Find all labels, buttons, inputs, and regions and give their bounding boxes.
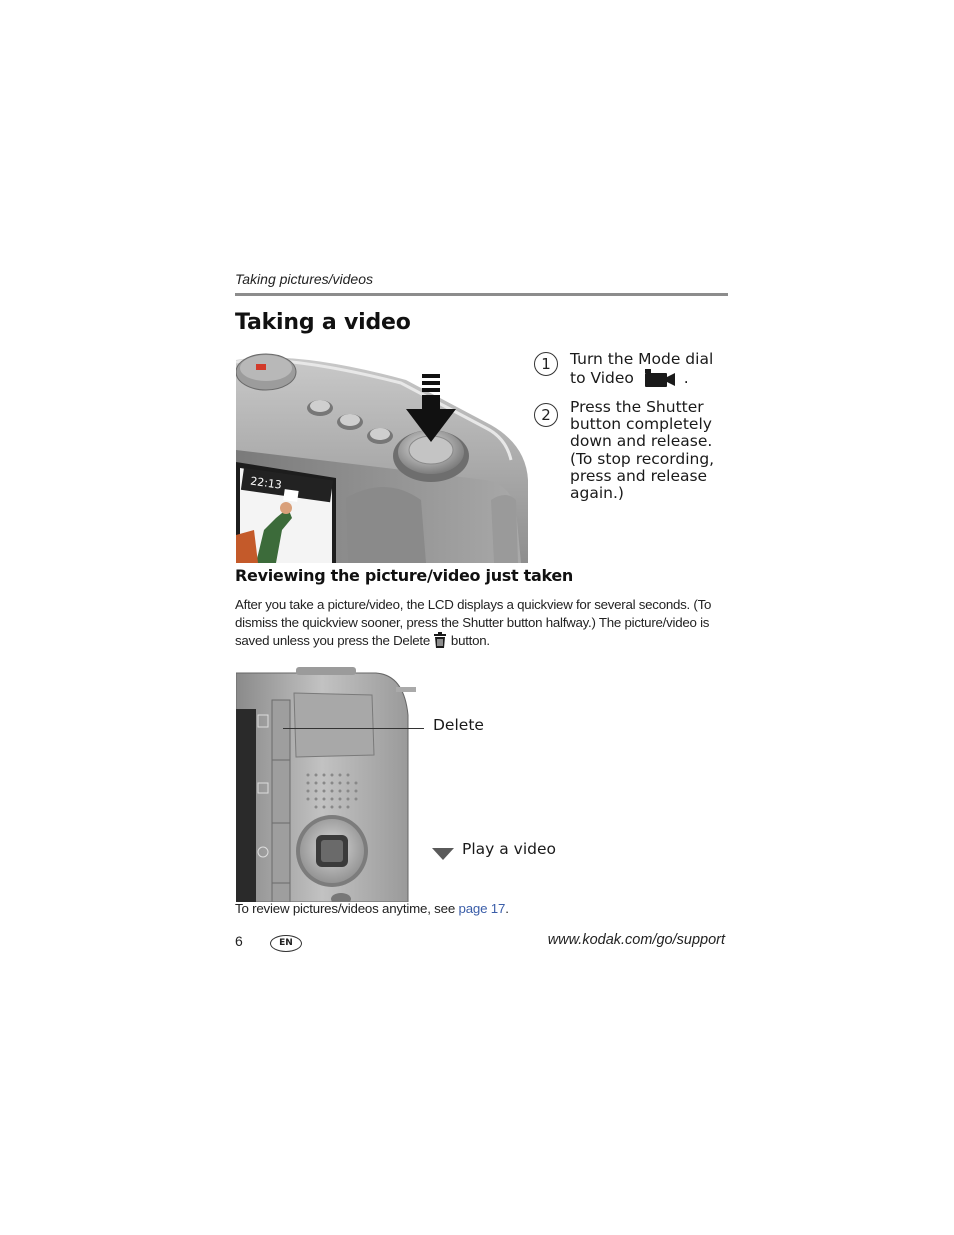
delete-leader-line <box>283 728 424 729</box>
video-camera-icon <box>643 368 679 388</box>
play-video-callout: Play a video <box>462 840 557 858</box>
step-1-text <box>570 351 730 388</box>
page-17-link[interactable]: page 17 <box>458 901 506 916</box>
review-heading: Reviewing the picture/video just taken <box>235 566 574 585</box>
step-1-text-end: . <box>683 369 689 388</box>
trash-icon <box>434 632 446 648</box>
language-badge: EN <box>270 935 302 952</box>
step-1-number: 1 <box>534 352 558 376</box>
page-title: Taking a video <box>235 310 411 335</box>
review-note-prefix: To review pictures/videos anytime, see <box>235 901 456 916</box>
delete-callout: Delete <box>433 716 484 734</box>
review-paragraph <box>235 596 730 650</box>
review-note-suffix: . <box>505 901 509 916</box>
support-url[interactable]: www.kodak.com/go/support <box>547 932 725 948</box>
camera-back-photo <box>236 665 416 902</box>
review-anytime-note <box>235 901 509 916</box>
lcd-time: 22:13 <box>249 474 283 492</box>
camera-back-illustration <box>236 665 416 902</box>
step-2-text: Press the Shutter button completely down and release. (To stop recording, press and release again.) <box>570 398 715 503</box>
camera-shutter-photo <box>236 350 531 563</box>
play-down-arrow-icon <box>432 848 454 860</box>
running-head: Taking pictures/videos <box>235 271 374 287</box>
page-number: 6 <box>235 933 243 949</box>
header-rule <box>235 293 728 296</box>
camera-shutter-illustration <box>236 350 531 563</box>
review-paragraph-text: After you take a picture/video, the LCD displays a quickview for several seconds. (To dismiss the quickview sooner, press the Shutter button halfway.) The picture/video is saved unless you press the Delete <box>235 597 712 648</box>
step-1-text-main: Turn the Mode dial to Video <box>570 350 714 388</box>
step-2-number: 2 <box>534 403 558 427</box>
review-paragraph-end: button. <box>450 633 490 648</box>
